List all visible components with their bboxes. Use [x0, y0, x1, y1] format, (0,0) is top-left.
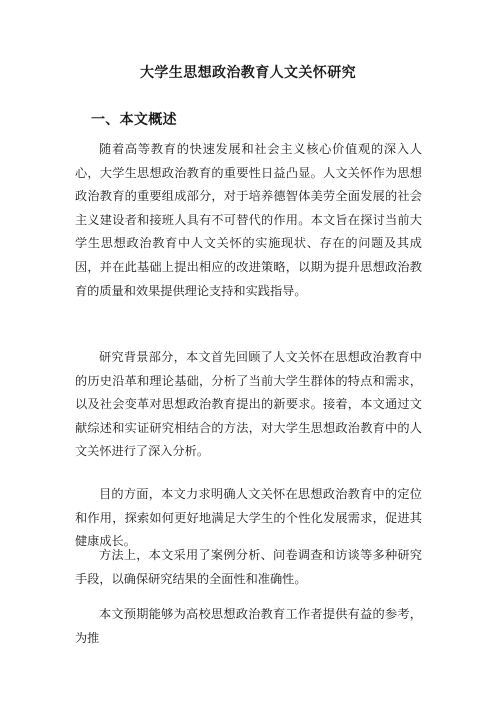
paragraph-background: 研究背景部分，本文首先回顾了人文关怀在思想政治教育中的历史沿革和理论基础，分析了当前大学生群体的特点和需求，以及社会变革对思想政治教育提出的新要求。接着，本文通过文献综述和实证研究相结合的方法，对大学生思想政治教育中的人文关怀进行了深入分析。 [75, 350, 422, 459]
section-heading: 一、本文概述 [91, 112, 177, 128]
document-title: 大学生思想政治教育人文关怀研究 [140, 65, 356, 81]
paragraph-overview: 随着高等教育的快速发展和社会主义核心价值观的深入人心，大学生思想政治教育的重要性日益凸显。人文关怀作为思想政治教育的重要组成部分，对于培养德智体美劳全面发展的社会主义建设者和接班人具有不可替代的作用。本文旨在探讨当前大学生思想政治教育中人文关怀的实施现状、存在的问题及其成因，并在此基础上提出相应的改进策略，以期为提升思想政治教育的质量和效果提供理论支持和实践指导。 [75, 142, 422, 298]
paragraph-purpose: 目的方面，本文力求明确人文关怀在思想政治教育中的定位和作用，探索如何更好地满足大学生的个性化发展需求，促进其健康成长。 [75, 487, 422, 549]
paragraph-expectation: 本文预期能够为高校思想政治教育工作者提供有益的参考，为推 [75, 607, 422, 645]
paragraph-method: 方法上，本文采用了案例分析、问卷调查和访谈等多种研究手段，以确保研究结果的全面性和准确性。 [75, 548, 422, 586]
